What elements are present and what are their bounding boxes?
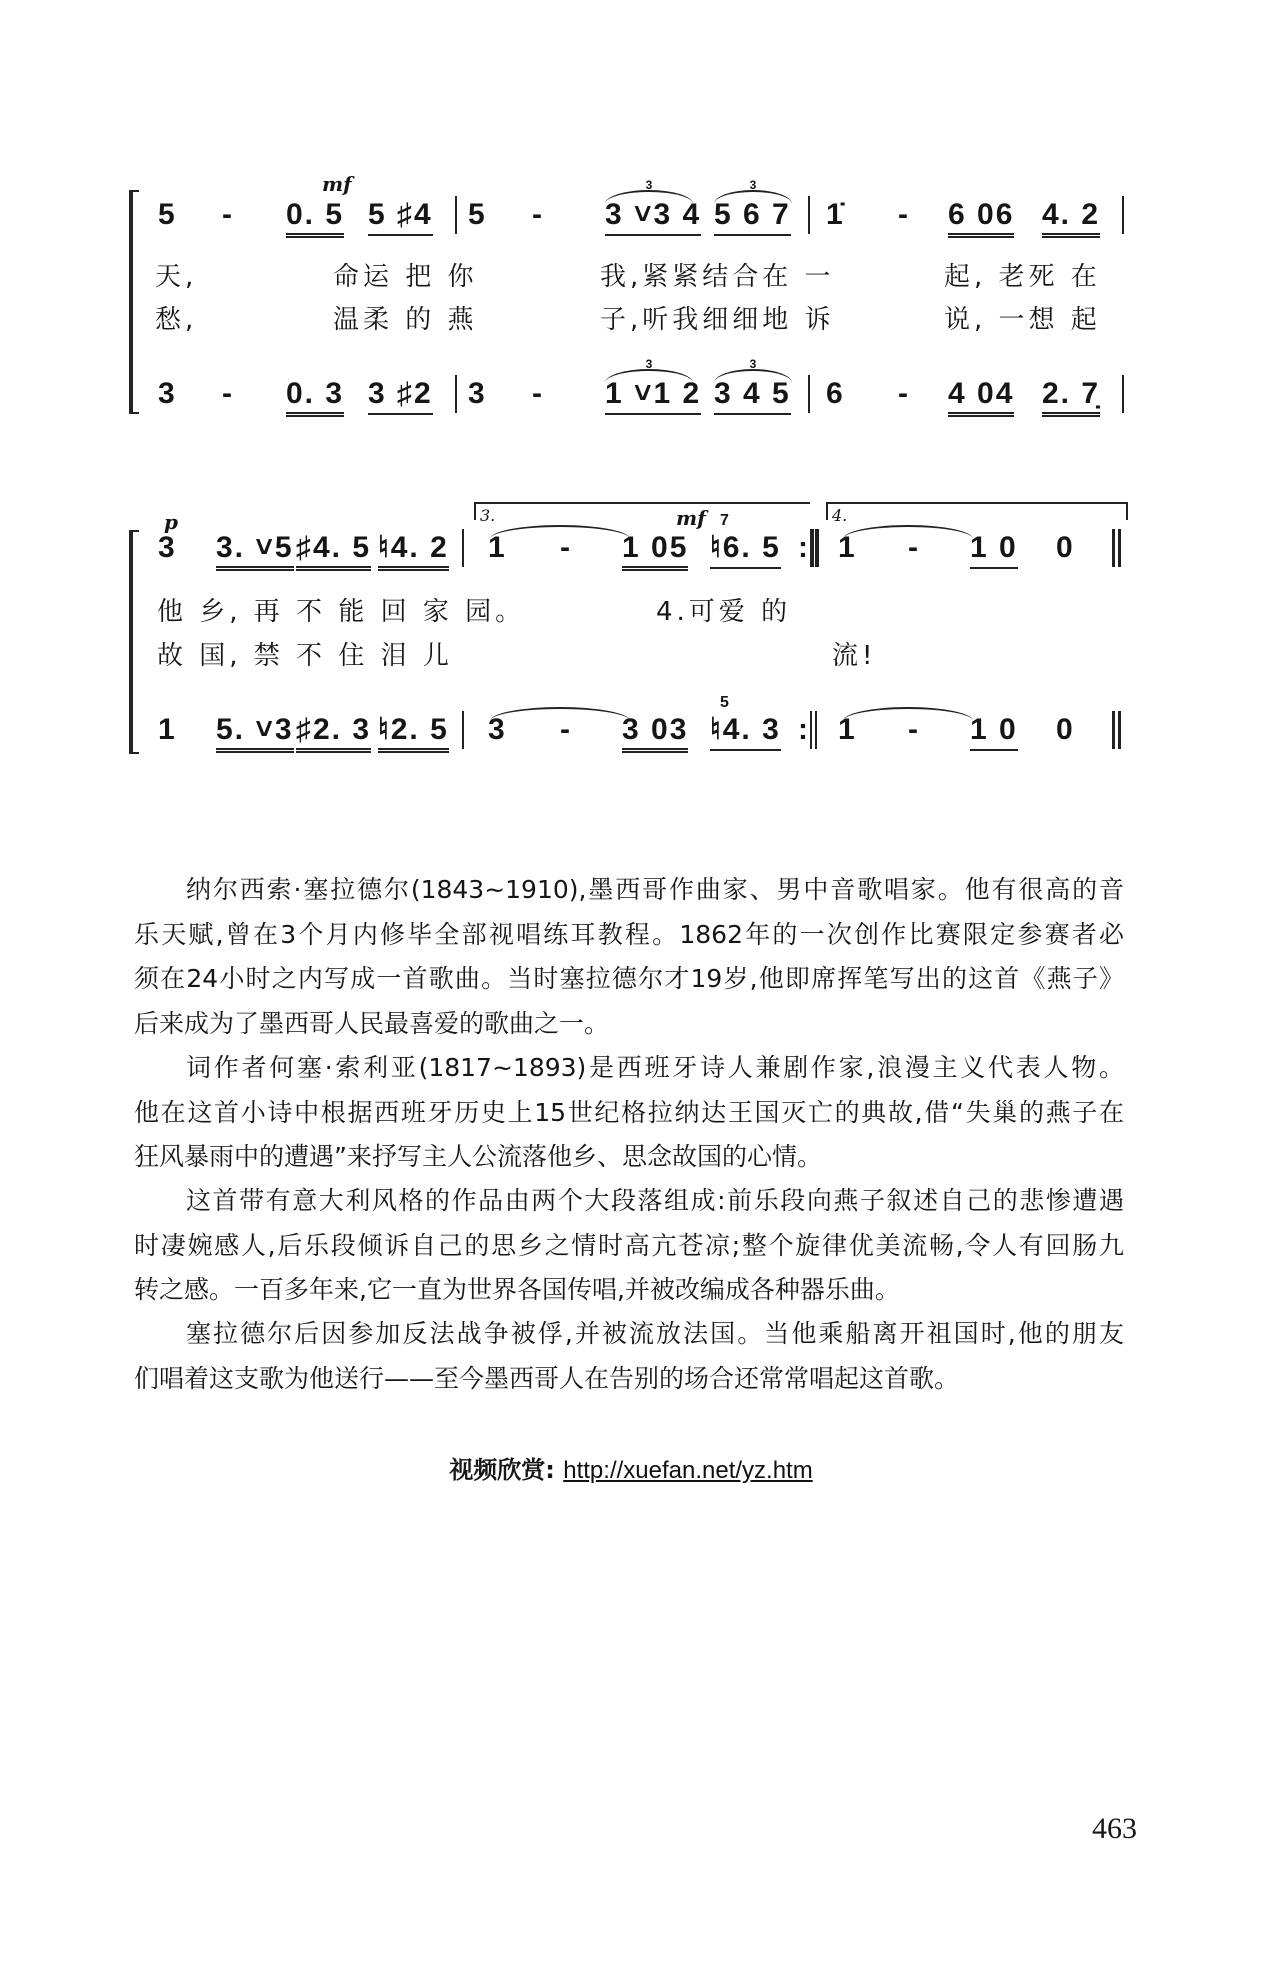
dynamic-p: p xyxy=(164,510,178,534)
text-line: 转之感。一百多年来,它一直为世界各国传唱,并被改编成各种器乐曲。 xyxy=(134,1275,900,1304)
dynamic-mf: mf xyxy=(322,172,352,196)
note: 6 xyxy=(826,377,845,410)
final-barline xyxy=(1112,529,1115,567)
note: 3 xyxy=(488,713,507,746)
video-link[interactable]: http://xuefan.net/yz.htm xyxy=(563,1457,813,1484)
note: 1̇ xyxy=(826,198,845,231)
note: 6 06 xyxy=(948,198,1014,238)
text-line: 时凄婉感人,后乐段倾诉自己的思乡之情时高亢苍凉;整个旋律优美流畅,令人有回肠九 xyxy=(134,1230,1124,1260)
note: 2. 7̣ xyxy=(1042,377,1100,417)
paragraph-structure xyxy=(134,1179,1124,1313)
grace-note: 5 xyxy=(720,694,729,711)
note: - xyxy=(898,198,910,231)
barline xyxy=(1122,196,1124,234)
note: - xyxy=(222,377,234,410)
repeat-barline xyxy=(810,529,814,567)
note: - xyxy=(898,377,910,410)
text-line: 须在24小时之内写成一首歌曲。当时塞拉德尔才19岁,他即席挥笔写出的这首《燕子》 xyxy=(134,964,1124,993)
note: 1 xyxy=(158,713,177,746)
lyric: 故 国, 禁 不 住 泪 儿 xyxy=(157,641,453,671)
barline xyxy=(808,375,810,413)
note: 5 ♯4 xyxy=(368,198,433,236)
note: 1 xyxy=(838,531,857,564)
volta-4: 4. xyxy=(826,502,1128,520)
lyric: 愁, xyxy=(155,305,198,335)
note: 1 0 xyxy=(970,531,1018,569)
paragraph-lyricist xyxy=(134,1046,1124,1180)
note: 3. ˅5 xyxy=(216,531,294,571)
note: 1 0 xyxy=(970,713,1018,751)
text-line: 塞拉德尔后因参加反法战争被俘,并被流放法国。当他乘船离开祖国时,他的朋友 xyxy=(186,1319,1124,1348)
note: ♮4. 2 xyxy=(378,531,449,571)
lyric: 说, 一想 起 xyxy=(944,305,1101,335)
note: 0. 5 xyxy=(286,198,344,238)
note: - xyxy=(532,377,544,410)
note: ♯2. 3 xyxy=(296,713,371,753)
note: 4 04 xyxy=(948,377,1014,417)
text-line: 纳尔西索·塞拉德尔(1843~1910),墨西哥作曲家、男中音歌唱家。他有很高的音 xyxy=(186,875,1124,904)
text-line: 他在这首小诗中根据西班牙历史上15世纪格拉纳达王国灭亡的典故,借“失巢的燕子在 xyxy=(134,1097,1124,1127)
note: 3 03 xyxy=(622,713,688,753)
note: 5. ˅3 xyxy=(216,713,294,753)
note: - xyxy=(222,198,234,231)
dynamic-mf: mf xyxy=(676,506,706,530)
triplet-slur: 3 xyxy=(714,190,792,204)
note: 4. 2 xyxy=(1042,198,1100,238)
note: 0 xyxy=(1056,713,1075,746)
note: 5 xyxy=(468,198,487,231)
note: 3 ˅3 4 xyxy=(605,198,701,236)
video-label: 视频欣赏: xyxy=(449,1456,555,1484)
note: 3 xyxy=(468,377,487,410)
text-line: 这首带有意大利风格的作品由两个大段落组成:前乐段向燕子叙述自己的悲惨遭遇 xyxy=(186,1186,1124,1215)
final-barline xyxy=(1112,711,1115,749)
text-line: 狂风暴雨中的遭遇”来抒写主人公流落他乡、思念故国的心情。 xyxy=(134,1142,822,1171)
lyric: 他 乡, 再 不 能 回 家 园。 xyxy=(157,597,526,627)
lyric: 4.可爱 的 xyxy=(656,597,792,627)
triplet-slur: 3 xyxy=(605,369,693,383)
lyric: 命运 把 你 xyxy=(333,262,478,292)
triplet-slur: 3 xyxy=(714,369,792,383)
note: - xyxy=(908,531,920,564)
paragraph-history xyxy=(134,1312,1124,1401)
note: 5 6 7 xyxy=(714,198,791,236)
note: - xyxy=(532,198,544,231)
barline xyxy=(1122,375,1124,413)
lyric: 流! xyxy=(832,641,877,671)
barline xyxy=(462,529,464,567)
barline xyxy=(808,196,810,234)
text-line: 词作者何塞·索利亚(1817~1893)是西班牙诗人兼剧作家,浪漫主义代表人物。 xyxy=(186,1053,1124,1082)
note: 0. 3 xyxy=(286,377,344,417)
note: ♮6. 5 xyxy=(710,531,781,569)
text-line: 们唱着这支歌为他送行——至今墨西哥人在告别的场合还常常唱起这首歌。 xyxy=(134,1363,960,1393)
system1-bracket xyxy=(129,190,139,414)
repeat-barline xyxy=(810,711,812,749)
repeat-sign: : xyxy=(798,713,810,746)
note: - xyxy=(908,713,920,746)
note: ♯4. 5 xyxy=(296,531,371,571)
note: ♮2. 5 xyxy=(378,713,449,753)
text-line: 后来成为了墨西哥人民最喜爱的歌曲之一。 xyxy=(134,1008,610,1038)
video-link-line xyxy=(0,1450,1262,1485)
note: 1 ˅1 2 xyxy=(605,377,701,415)
note: 0 xyxy=(1056,531,1075,564)
note: 3 xyxy=(158,531,177,564)
note: - xyxy=(560,531,572,564)
barline xyxy=(455,375,457,413)
note: 1 xyxy=(838,713,857,746)
text-line: 乐天赋,曾在3个月内修毕全部视唱练耳教程。1862年的一次创作比赛限定参赛者必 xyxy=(134,919,1124,949)
triplet-slur: 3 xyxy=(605,190,693,204)
paragraph-composer xyxy=(134,868,1124,1046)
grace-note: 7 xyxy=(720,512,729,529)
lyric: 天, xyxy=(155,262,198,292)
note: 5 xyxy=(158,198,177,231)
barline xyxy=(455,196,457,234)
barline xyxy=(462,711,464,749)
repeat-sign: : xyxy=(798,531,810,564)
lyric: 起, 老死 在 xyxy=(944,262,1101,292)
note: 3 xyxy=(158,377,177,410)
note: 1 05 xyxy=(622,531,688,571)
lyric: 我,紧紧结合在 一 xyxy=(600,262,835,292)
note: ♮4. 3 xyxy=(710,713,781,751)
note: 3 4 5 xyxy=(714,377,791,415)
lyric: 子,听我细细地 诉 xyxy=(600,305,835,335)
volta-3: 3. xyxy=(474,502,810,520)
note: 3 ♯2 xyxy=(368,377,433,415)
note: 1 xyxy=(488,531,507,564)
lyric: 温柔 的 燕 xyxy=(333,305,478,335)
system2-bracket xyxy=(129,530,139,754)
note: - xyxy=(560,713,572,746)
page-number: 463 xyxy=(1092,1812,1137,1845)
